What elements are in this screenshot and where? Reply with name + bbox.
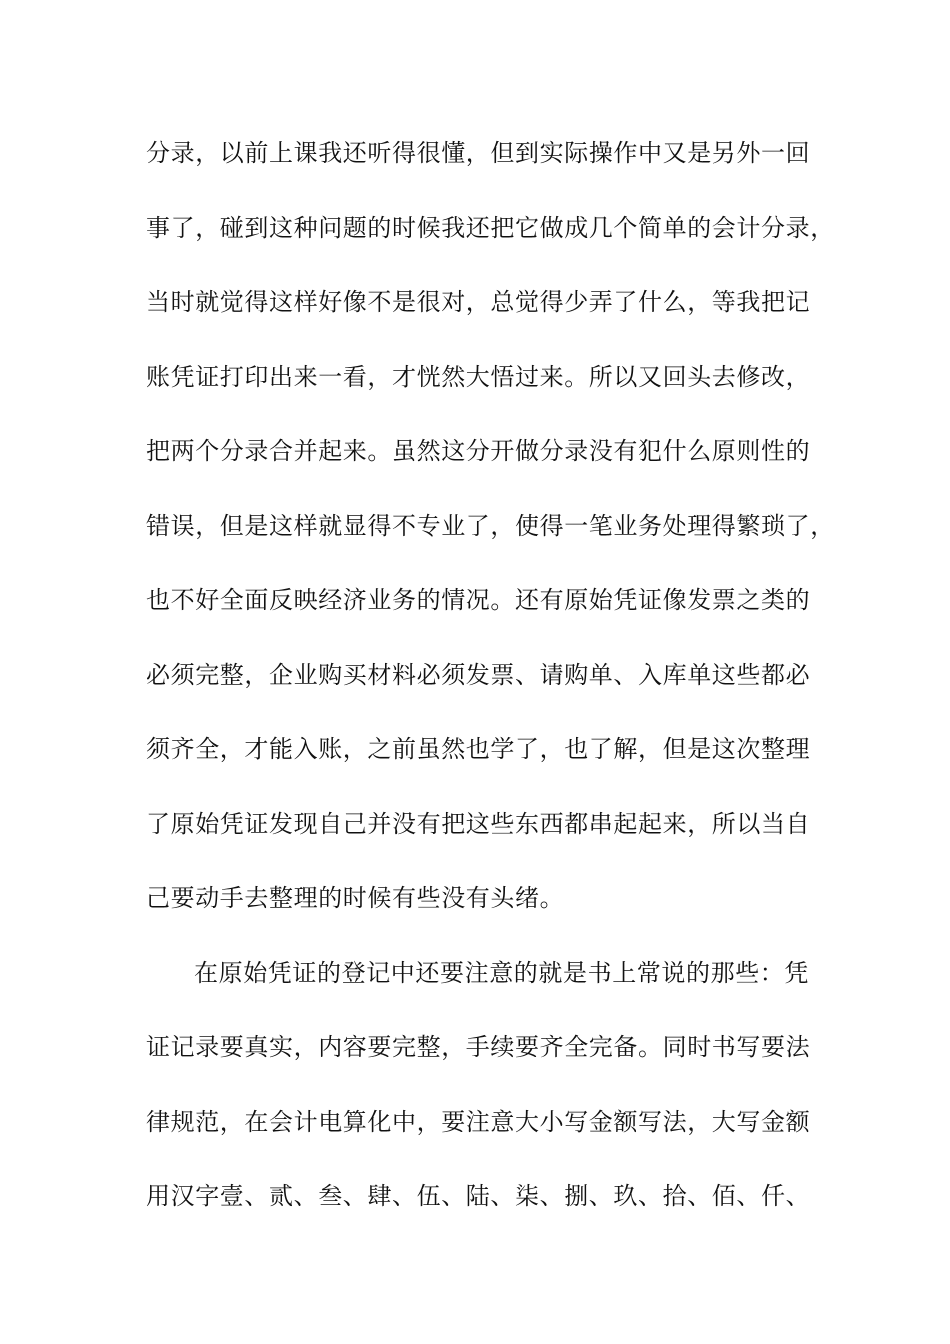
text-line-7: 也不好全面反映经济业务的情况。还有原始凭证像发票之类的 <box>146 586 811 614</box>
text-line-6: 错误，但是这样就显得不专业了，使得一笔业务处理得繁琐了， <box>146 511 835 540</box>
text-line-5: 把两个分录合并起来。虽然这分开做分录没有犯什么原则性的 <box>146 437 811 465</box>
text-line-1: 分录，以前上课我还听得很懂，但到实际操作中又是另外一回 <box>146 139 811 167</box>
text-line-13: 证记录要真实，内容要完整，手续要齐全完备。同时书写要法 <box>146 1033 811 1061</box>
text-line-9: 须齐全，才能入账，之前虽然也学了，也了解，但是这次整理 <box>146 735 811 763</box>
text-line-4: 账凭证打印出来一看，才恍然大悟过来。所以又回头去修改， <box>146 362 811 391</box>
text-line-12: 在原始凭证的登记中还要注意的就是书上常说的那些：凭 <box>194 958 809 987</box>
text-line-8: 必须完整，企业购买材料必须发票、请购单、入库单这些都必 <box>146 660 811 689</box>
text-line-2: 事了，碰到这种问题的时候我还把它做成几个简单的会计分录， <box>146 213 835 242</box>
text-line-10: 了原始凭证发现自己并没有把这些东西都串起起来，所以当自 <box>146 809 811 838</box>
text-line-3: 当时就觉得这样好像不是很对，总觉得少弄了什么，等我把记 <box>146 288 811 316</box>
body-text <box>146 133 835 1251</box>
text-line-11: 己要动手去整理的时候有些没有头绪。 <box>146 884 565 912</box>
text-line-14: 律规范，在会计电算化中，要注意大小写金额写法，大写金额 <box>146 1107 811 1136</box>
text-line-15: 用汉字壹、贰、叁、肆、伍、陆、柒、捌、玖、拾、佰、仟、 <box>146 1182 811 1210</box>
